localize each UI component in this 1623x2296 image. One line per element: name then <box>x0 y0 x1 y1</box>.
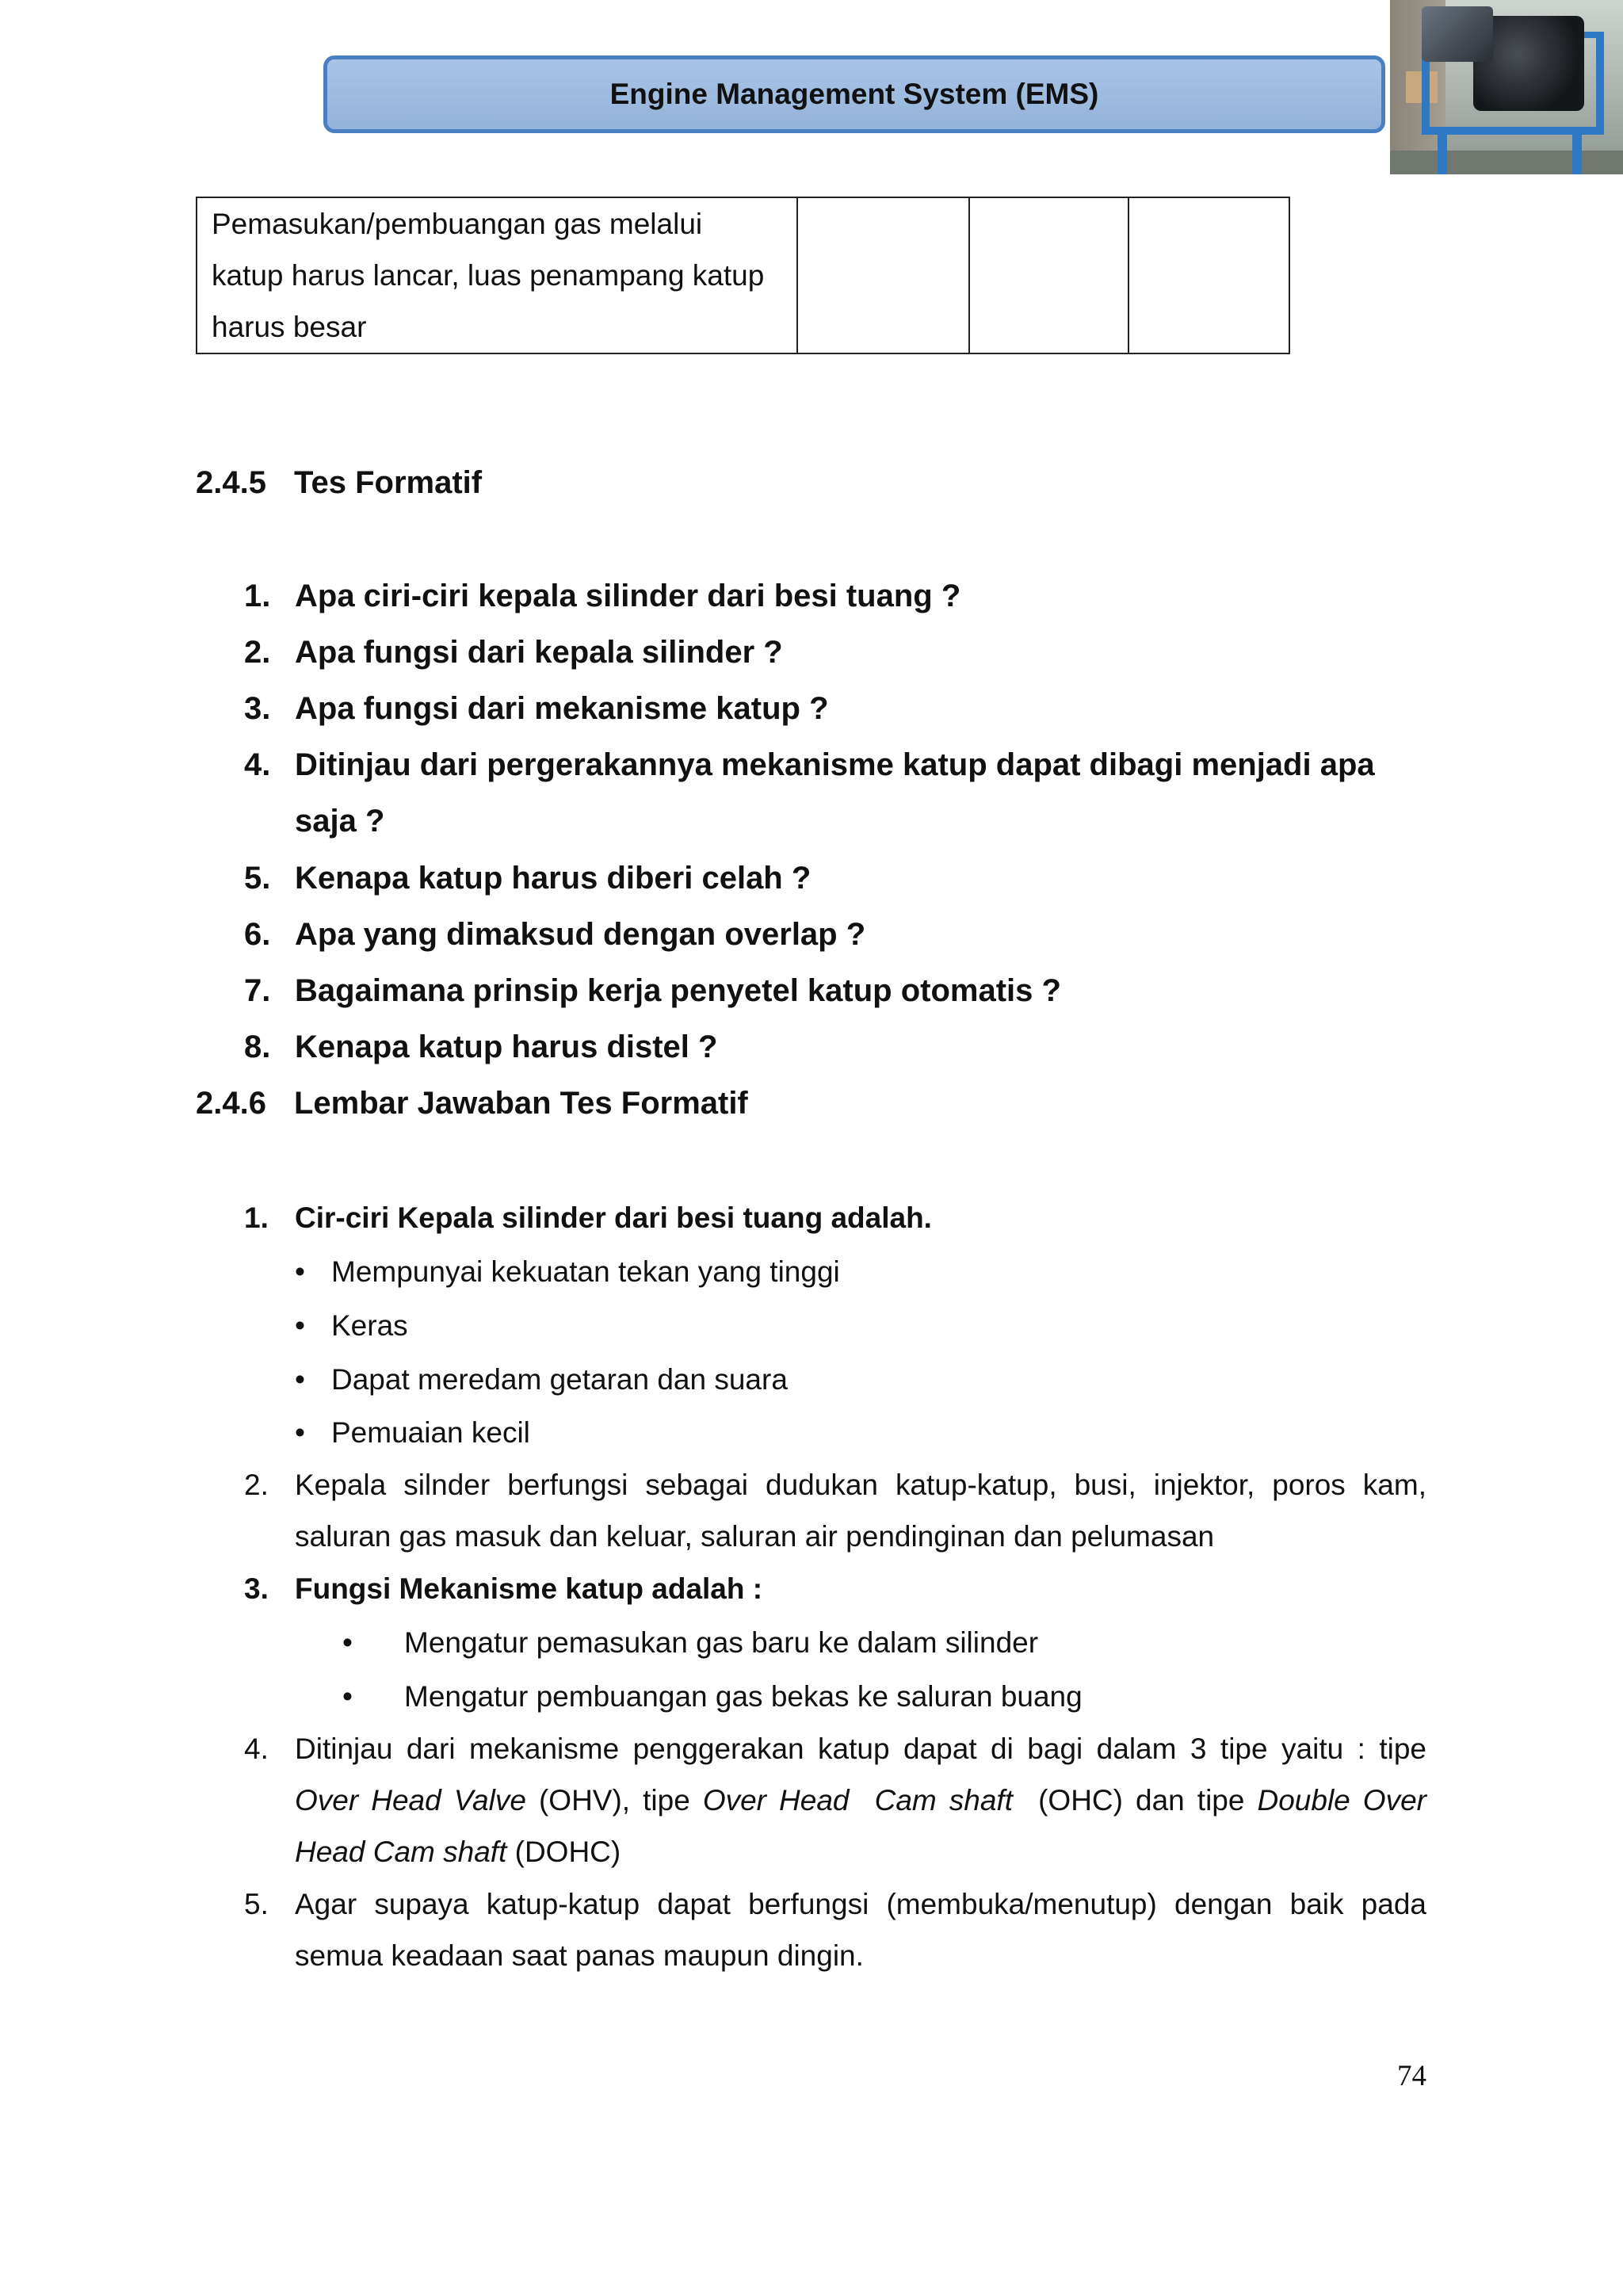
table-cell-empty <box>797 197 969 353</box>
section-title: Tes Formatif <box>294 465 483 500</box>
answer-bullet <box>295 1416 530 1450</box>
answer-text-line: Agar supaya katup-katup dapat berfungsi (membuka/menutup) dengan baik pada <box>295 1888 1426 1920</box>
question-continuation: saja ? <box>295 804 385 839</box>
question-number: 1. <box>244 579 271 613</box>
answer-item <box>244 1733 295 1766</box>
answer-number: 5. <box>244 1888 269 1920</box>
table-text-line: harus besar <box>212 311 367 343</box>
table-row <box>197 197 1289 353</box>
answer-number: 4. <box>244 1733 269 1765</box>
section-title: Lembar Jawaban Tes Formatif <box>294 1086 748 1121</box>
question-text: Ditinjau dari pergerakannya mekanisme katup dapat dibagi menjadi apa <box>295 747 1375 782</box>
answer-number: 3. <box>244 1572 269 1605</box>
italic-term: Double Over <box>1257 1784 1426 1817</box>
question-item <box>244 747 1375 783</box>
header-title-bar <box>323 55 1385 133</box>
criteria-table <box>196 197 1290 354</box>
table-cell-empty <box>969 197 1128 353</box>
bullet-icon: • <box>295 1363 305 1396</box>
section-number: 2.4.6 <box>196 1086 266 1121</box>
answer-item <box>244 1201 932 1235</box>
answer-text-line <box>295 1836 1426 1869</box>
question-number: 5. <box>244 861 271 896</box>
answer-title: Fungsi Mekanisme katup adalah : <box>295 1572 763 1605</box>
question-number: 6. <box>244 917 271 952</box>
answer-text-fragment: (OHC) dan tipe <box>1013 1784 1258 1817</box>
answer-bullet <box>342 1680 1083 1713</box>
section-number: 2.4.5 <box>196 465 266 500</box>
engine-stand-photo <box>1390 0 1623 174</box>
answer-text-line: Kepala silnder berfungsi sebagai dudukan katup-katup, busi, injektor, poros kam, <box>295 1469 1426 1501</box>
italic-term: Over Head Cam shaft <box>702 1784 1013 1817</box>
question-item <box>244 691 829 727</box>
answer-item <box>244 1572 762 1606</box>
answer-number: 2. <box>244 1469 269 1501</box>
section-heading-245 <box>196 465 482 501</box>
answer-title: Cir-ciri Kepala silinder dari besi tuang adalah. <box>295 1201 932 1234</box>
bullet-text: Keras <box>331 1309 408 1342</box>
italic-term: Head Cam shaft <box>295 1836 507 1868</box>
answer-bullet <box>295 1255 840 1289</box>
bullet-text: Pemuaian kecil <box>331 1416 530 1449</box>
question-item <box>244 1030 717 1065</box>
bullet-icon: • <box>295 1416 305 1449</box>
bullet-text: Mengatur pembuangan gas bekas ke saluran buang <box>404 1680 1083 1713</box>
question-item <box>244 973 1061 1009</box>
header-title: Engine Management System (EMS) <box>609 78 1099 110</box>
question-text: Apa ciri-ciri kepala silinder dari besi tuang ? <box>295 579 961 613</box>
question-number: 7. <box>244 973 271 1008</box>
table-text-line: Pemasukan/pembuangan gas melalui <box>212 208 703 240</box>
bullet-text: Dapat meredam getaran dan suara <box>331 1363 788 1396</box>
question-text: Bagaimana prinsip kerja penyetel katup otomatis ? <box>295 973 1061 1008</box>
section-heading-246 <box>196 1086 748 1121</box>
answer-bullet <box>295 1309 408 1343</box>
answer-item <box>244 1888 295 1921</box>
answer-bullet <box>295 1363 788 1396</box>
answer-text-fragment: (OHV), tipe <box>525 1784 703 1817</box>
bullet-icon: • <box>342 1626 353 1659</box>
answer-text-fragment: (DOHC) <box>506 1836 621 1868</box>
answer-text-line: semua keadaan saat panas maupun dingin. <box>295 1939 864 1972</box>
table-cell-empty <box>1128 197 1289 353</box>
table-text-line: katup harus lancar, luas penampang katup <box>212 259 765 292</box>
question-item <box>244 635 783 670</box>
bullet-icon: • <box>342 1680 353 1713</box>
bullet-text: Mengatur pemasukan gas baru ke dalam silinder <box>404 1626 1039 1659</box>
answer-text-line: Ditinjau dari mekanisme penggerakan katup dapat di bagi dalam 3 tipe yaitu : tipe <box>295 1733 1426 1765</box>
question-text: Apa fungsi dari mekanisme katup ? <box>295 691 829 726</box>
question-number: 4. <box>244 747 271 782</box>
answer-text-line <box>295 1784 1426 1817</box>
question-text: Apa yang dimaksud dengan overlap ? <box>295 917 866 952</box>
table-cell-criteria <box>197 197 797 353</box>
answer-text-line: saluran gas masuk dan keluar, saluran air pendinginan dan pelumasan <box>295 1520 1215 1553</box>
question-number: 2. <box>244 635 271 670</box>
question-number: 8. <box>244 1030 271 1064</box>
answer-number: 1. <box>244 1201 269 1234</box>
answer-bullet <box>342 1626 1038 1660</box>
bullet-text: Mempunyai kekuatan tekan yang tinggi <box>331 1255 840 1288</box>
question-text: Kenapa katup harus diberi celah ? <box>295 861 812 896</box>
question-item <box>244 861 811 896</box>
question-item <box>244 917 865 953</box>
bullet-icon: • <box>295 1309 305 1342</box>
question-text: Apa fungsi dari kepala silinder ? <box>295 635 783 670</box>
question-number: 3. <box>244 691 271 726</box>
italic-term: Over Head Valve <box>295 1784 526 1817</box>
question-item <box>244 579 960 614</box>
answer-item <box>244 1469 295 1502</box>
question-text: Kenapa katup harus distel ? <box>295 1030 718 1064</box>
page-number: 74 <box>1397 2060 1426 2092</box>
bullet-icon: • <box>295 1255 305 1288</box>
